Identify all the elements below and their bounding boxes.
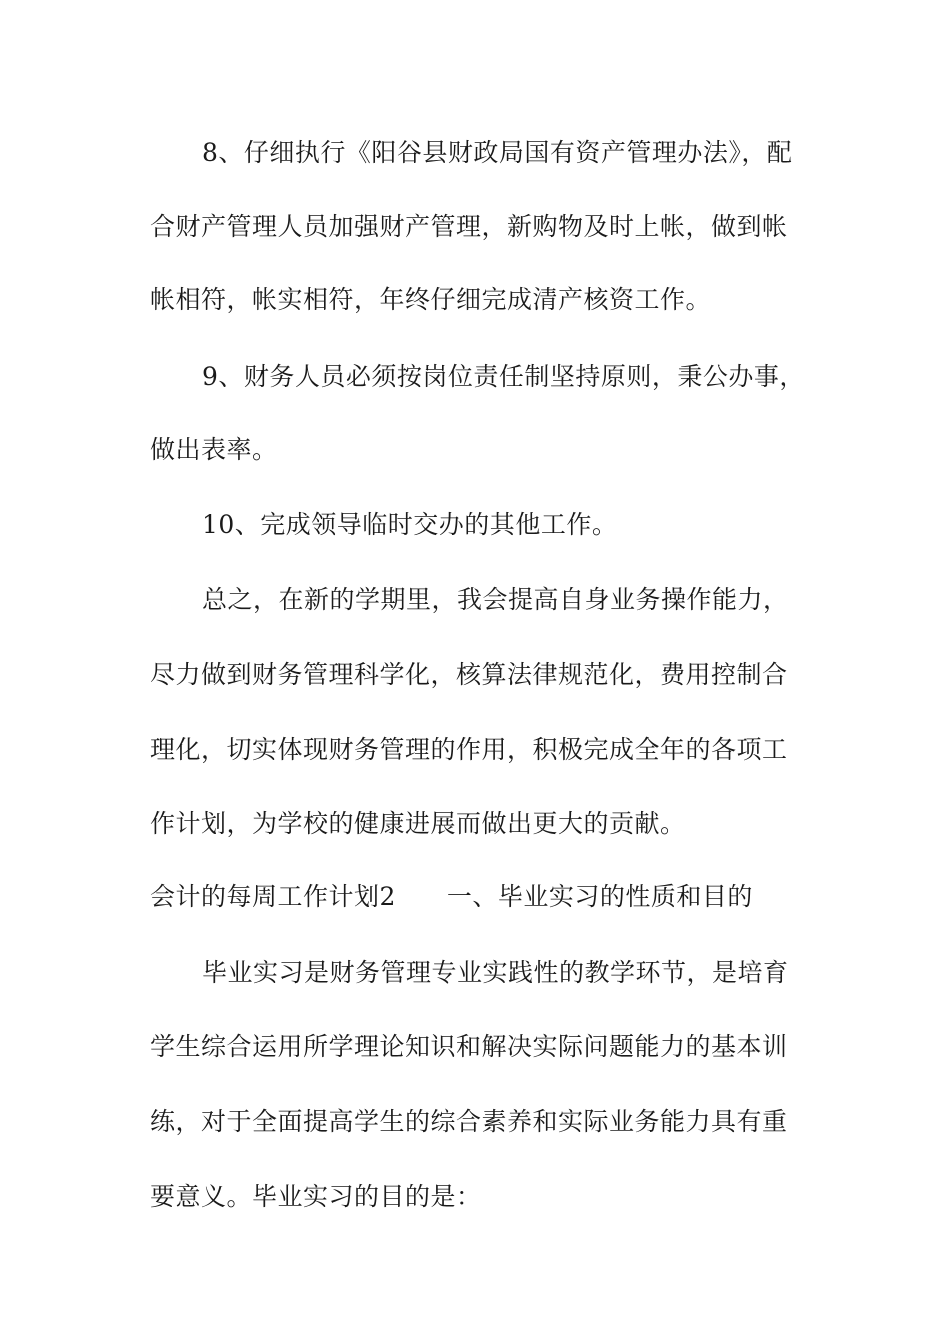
paragraph-line: 理化，切实体现财务管理的作用，积极完成全年的各项工 <box>150 735 788 764</box>
paragraph-line: 做出表率。 <box>150 435 278 464</box>
paragraph-line: 学生综合运用所学理论知识和解决实际问题能力的基本训 <box>150 1032 788 1061</box>
paragraph-line: 总之，在新的学期里，我会提高自身业务操作能力， <box>202 585 789 614</box>
paragraph-line: 毕业实习是财务管理专业实践性的教学环节，是培育 <box>202 958 789 987</box>
section-heading: 会计的每周工作计划2 一、毕业实习的性质和目的 <box>150 882 753 911</box>
paragraph-line: 要意义。毕业实习的目的是： <box>150 1182 482 1211</box>
paragraph-line: 8、仔细执行《阳谷县财政局国有资产管理办法》，配 <box>202 138 793 167</box>
paragraph-line: 作计划，为学校的健康进展而做出更大的贡献。 <box>150 809 686 838</box>
paragraph-line: 9、财务人员必须按岗位责任制坚持原则，秉公办事， <box>202 362 805 391</box>
paragraph-line: 合财产管理人员加强财产管理，新购物及时上帐，做到帐 <box>150 212 788 241</box>
paragraph-line: 10、完成领导临时交办的其他工作。 <box>202 510 618 539</box>
paragraph-line: 帐相符，帐实相符，年终仔细完成清产核资工作。 <box>150 285 712 314</box>
paragraph-line: 尽力做到财务管理科学化，核算法律规范化，费用控制合 <box>150 660 788 689</box>
paragraph-line: 练，对于全面提高学生的综合素养和实际业务能力具有重 <box>150 1107 788 1136</box>
